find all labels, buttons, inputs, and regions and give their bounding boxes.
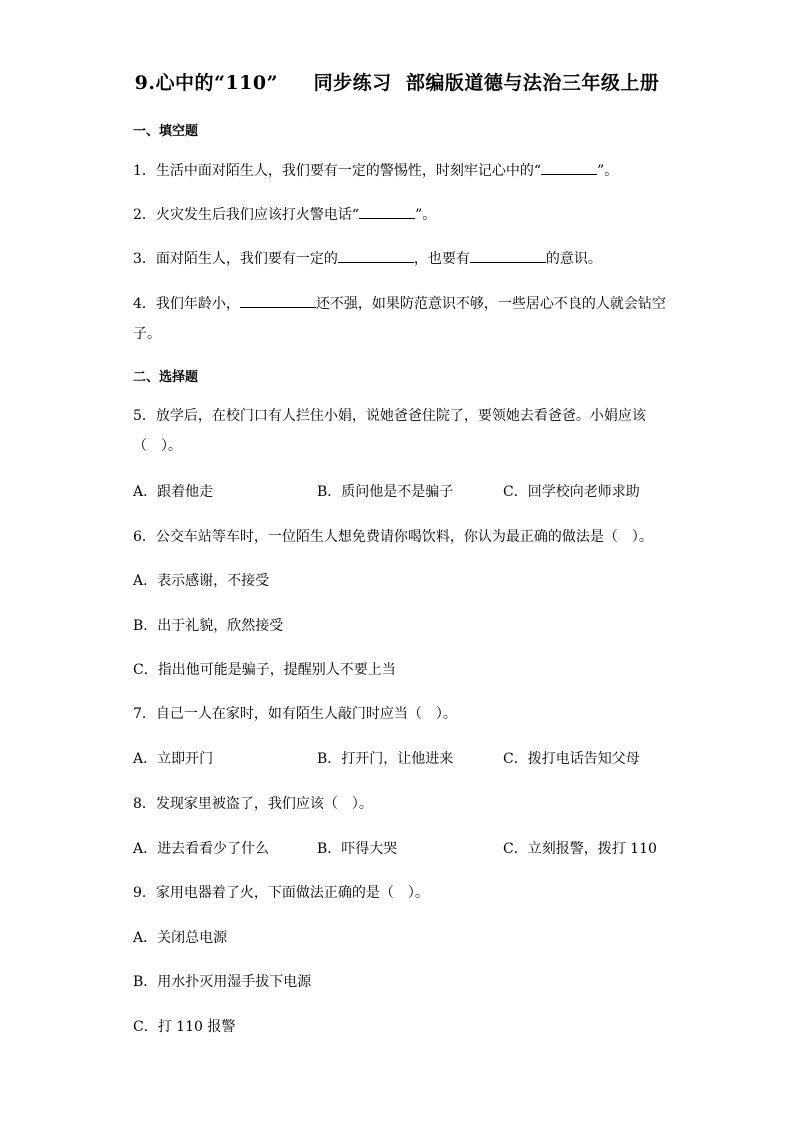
question-9-stem: 9．家用电器着了火，下面做法正确的是（ ）。 [133, 885, 429, 901]
section-heading-fill-blank: 一、填空题 [133, 124, 199, 139]
question-2 [133, 204, 436, 224]
question-6-option-a[interactable]: A．表示感谢，不接受 [133, 573, 270, 589]
question-3-text-before: 3．面对陌生人，我们要有一定的 [133, 251, 338, 267]
question-5-option-b[interactable]: B．质问他是不是骗子 [317, 484, 454, 500]
answer-blank[interactable] [240, 293, 316, 308]
question-6-option-b[interactable]: B．出于礼貌，欣然接受 [133, 618, 284, 634]
page-title: 9.心中的“110” 同步练习 部编版道德与法治三年级上册 [134, 72, 660, 94]
question-4-text-after: 还不强，如果防范意识不够，一些居心不良的人就会钻空 [315, 296, 666, 312]
question-9-option-a[interactable]: A．关闭总电源 [133, 930, 228, 946]
question-5-stem: 5．放学后，在校门口有人拦住小娟，说她爸爸住院了，要领她去看爸爸。小娟应该 [133, 408, 646, 424]
question-9-option-c[interactable]: C．打 110 报警 [133, 1019, 236, 1035]
question-7-option-b[interactable]: B．打开门，让他进来 [317, 751, 454, 767]
question-8-option-b[interactable]: B．吓得大哭 [317, 841, 398, 857]
question-3 [133, 248, 602, 268]
question-2-text-before: 2．火灾发生后我们应该打火警电话“ [133, 207, 360, 223]
section-heading-multiple-choice: 二、选择题 [133, 370, 199, 385]
question-6-stem: 6．公交车站等车时，一位陌生人想免费请你喝饮料，你认为最正确的做法是（ ）。 [133, 529, 653, 545]
question-7-stem: 7．自己一人在家时，如有陌生人敲门时应当（ ）。 [133, 706, 457, 722]
question-9-option-b[interactable]: B．用水扑灭用湿手拔下电源 [133, 974, 312, 990]
question-3-text-after: 的意识。 [545, 251, 602, 267]
question-5-option-a[interactable]: A．跟着他走 [133, 484, 214, 500]
question-8-option-c[interactable]: C．立刻报警，拨打 110 [503, 841, 657, 857]
question-4-line-2: 子。 [133, 326, 161, 342]
question-2-text-after: ”。 [415, 207, 437, 223]
question-1-text-after: ”。 [597, 163, 619, 179]
question-3-text-middle: ，也要有 [413, 251, 470, 267]
answer-blank[interactable] [541, 160, 597, 175]
question-4 [133, 293, 666, 313]
question-8-stem: 8．发现家里被盗了，我们应该（ ）。 [133, 796, 373, 812]
answer-blank[interactable] [470, 248, 546, 263]
question-5-option-c[interactable]: C．回学校向老师求助 [503, 484, 640, 500]
question-6-option-c[interactable]: C．指出他可能是骗子，提醒别人不要上当 [133, 662, 396, 678]
question-7-option-c[interactable]: C．拨打电话告知父母 [503, 751, 640, 767]
question-1 [133, 160, 618, 180]
question-7-option-a[interactable]: A．立即开门 [133, 751, 214, 767]
answer-blank[interactable] [359, 204, 415, 219]
question-8-option-a[interactable]: A．进去看看少了什么 [133, 841, 270, 857]
question-1-text-before: 1．生活中面对陌生人，我们要有一定的警惕性，时刻牢记心中的“ [133, 163, 542, 179]
answer-blank[interactable] [338, 248, 414, 263]
question-5-stem-line-2: （ ）。 [133, 438, 182, 454]
question-4-text-before: 4．我们年龄小， [133, 296, 240, 312]
